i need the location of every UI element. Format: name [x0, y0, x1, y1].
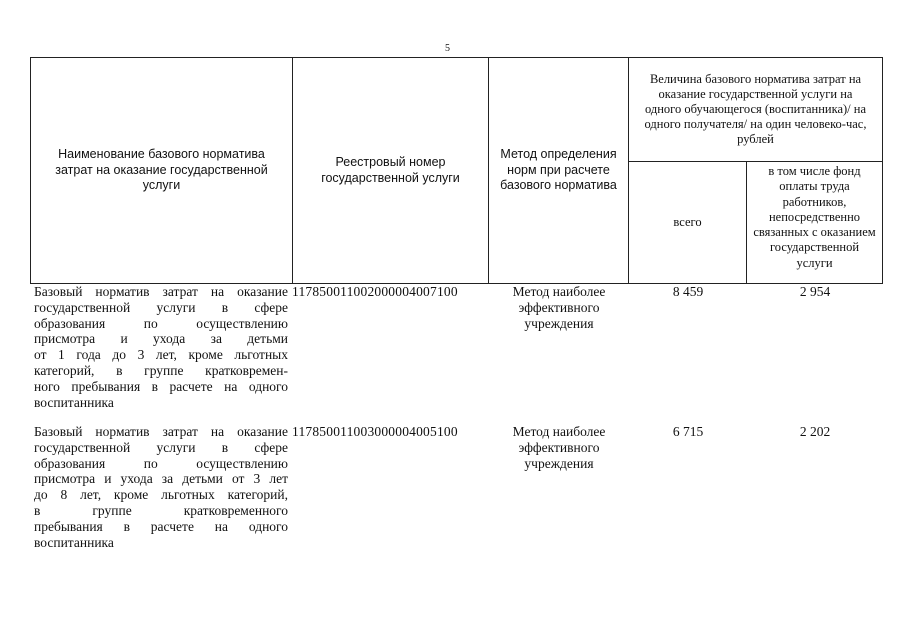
page-number: 5 — [445, 43, 450, 54]
row-method: Метод наиболее эффективного учреждения — [512, 424, 606, 471]
row-code: 117850011003000004005100 — [292, 424, 458, 439]
row-name: Базовый норматив затрат на оказание государственной услуги в сфере образования по осуществлению присмотра и ухода за детьми от 3 лет до 8 лет, кроме льготных категорий, в группе кратковременного пребывания в расчете на одного воспитанника — [34, 424, 288, 550]
table-row — [30, 424, 882, 564]
row-name: Базовый норматив затрат на оказание государственной услуги в сфере образования по осуществлению присмотра и ухода за детьми от 1 года до 3 лет, кроме льготных категорий, в группе кратковремен- ного пребывания в расчете на одного воспитанника — [34, 284, 288, 410]
header-value: Величина базового норматива затрат на оказание государственной услуги на одного обучающегося (воспитанника)/ на одного получателя/ на один человеко-час, рублей — [629, 58, 883, 162]
row-code: 117850011002000004007100 — [292, 284, 458, 299]
header-code: Реестровый номер государственной услуги — [293, 58, 489, 284]
row-fund: 2 202 — [799, 424, 831, 439]
header-method: Метод определения норм при расчете базового норматива — [489, 58, 629, 284]
header-total: всего — [629, 162, 747, 284]
row-method: Метод наиболее эффективного учреждения — [512, 284, 606, 331]
table-header — [30, 57, 883, 284]
table-row — [30, 284, 882, 424]
table-body — [30, 284, 882, 564]
row-fund: 2 954 — [799, 284, 831, 299]
header-fund: в том числе фонд оплаты труда работников, непосредственно связанных с оказанием государственной услуги — [747, 162, 883, 284]
row-total: 6 715 — [672, 424, 704, 439]
row-total: 8 459 — [672, 284, 704, 299]
header-name: Наименование базового норматива затрат на оказание государственной услуги — [31, 58, 293, 284]
